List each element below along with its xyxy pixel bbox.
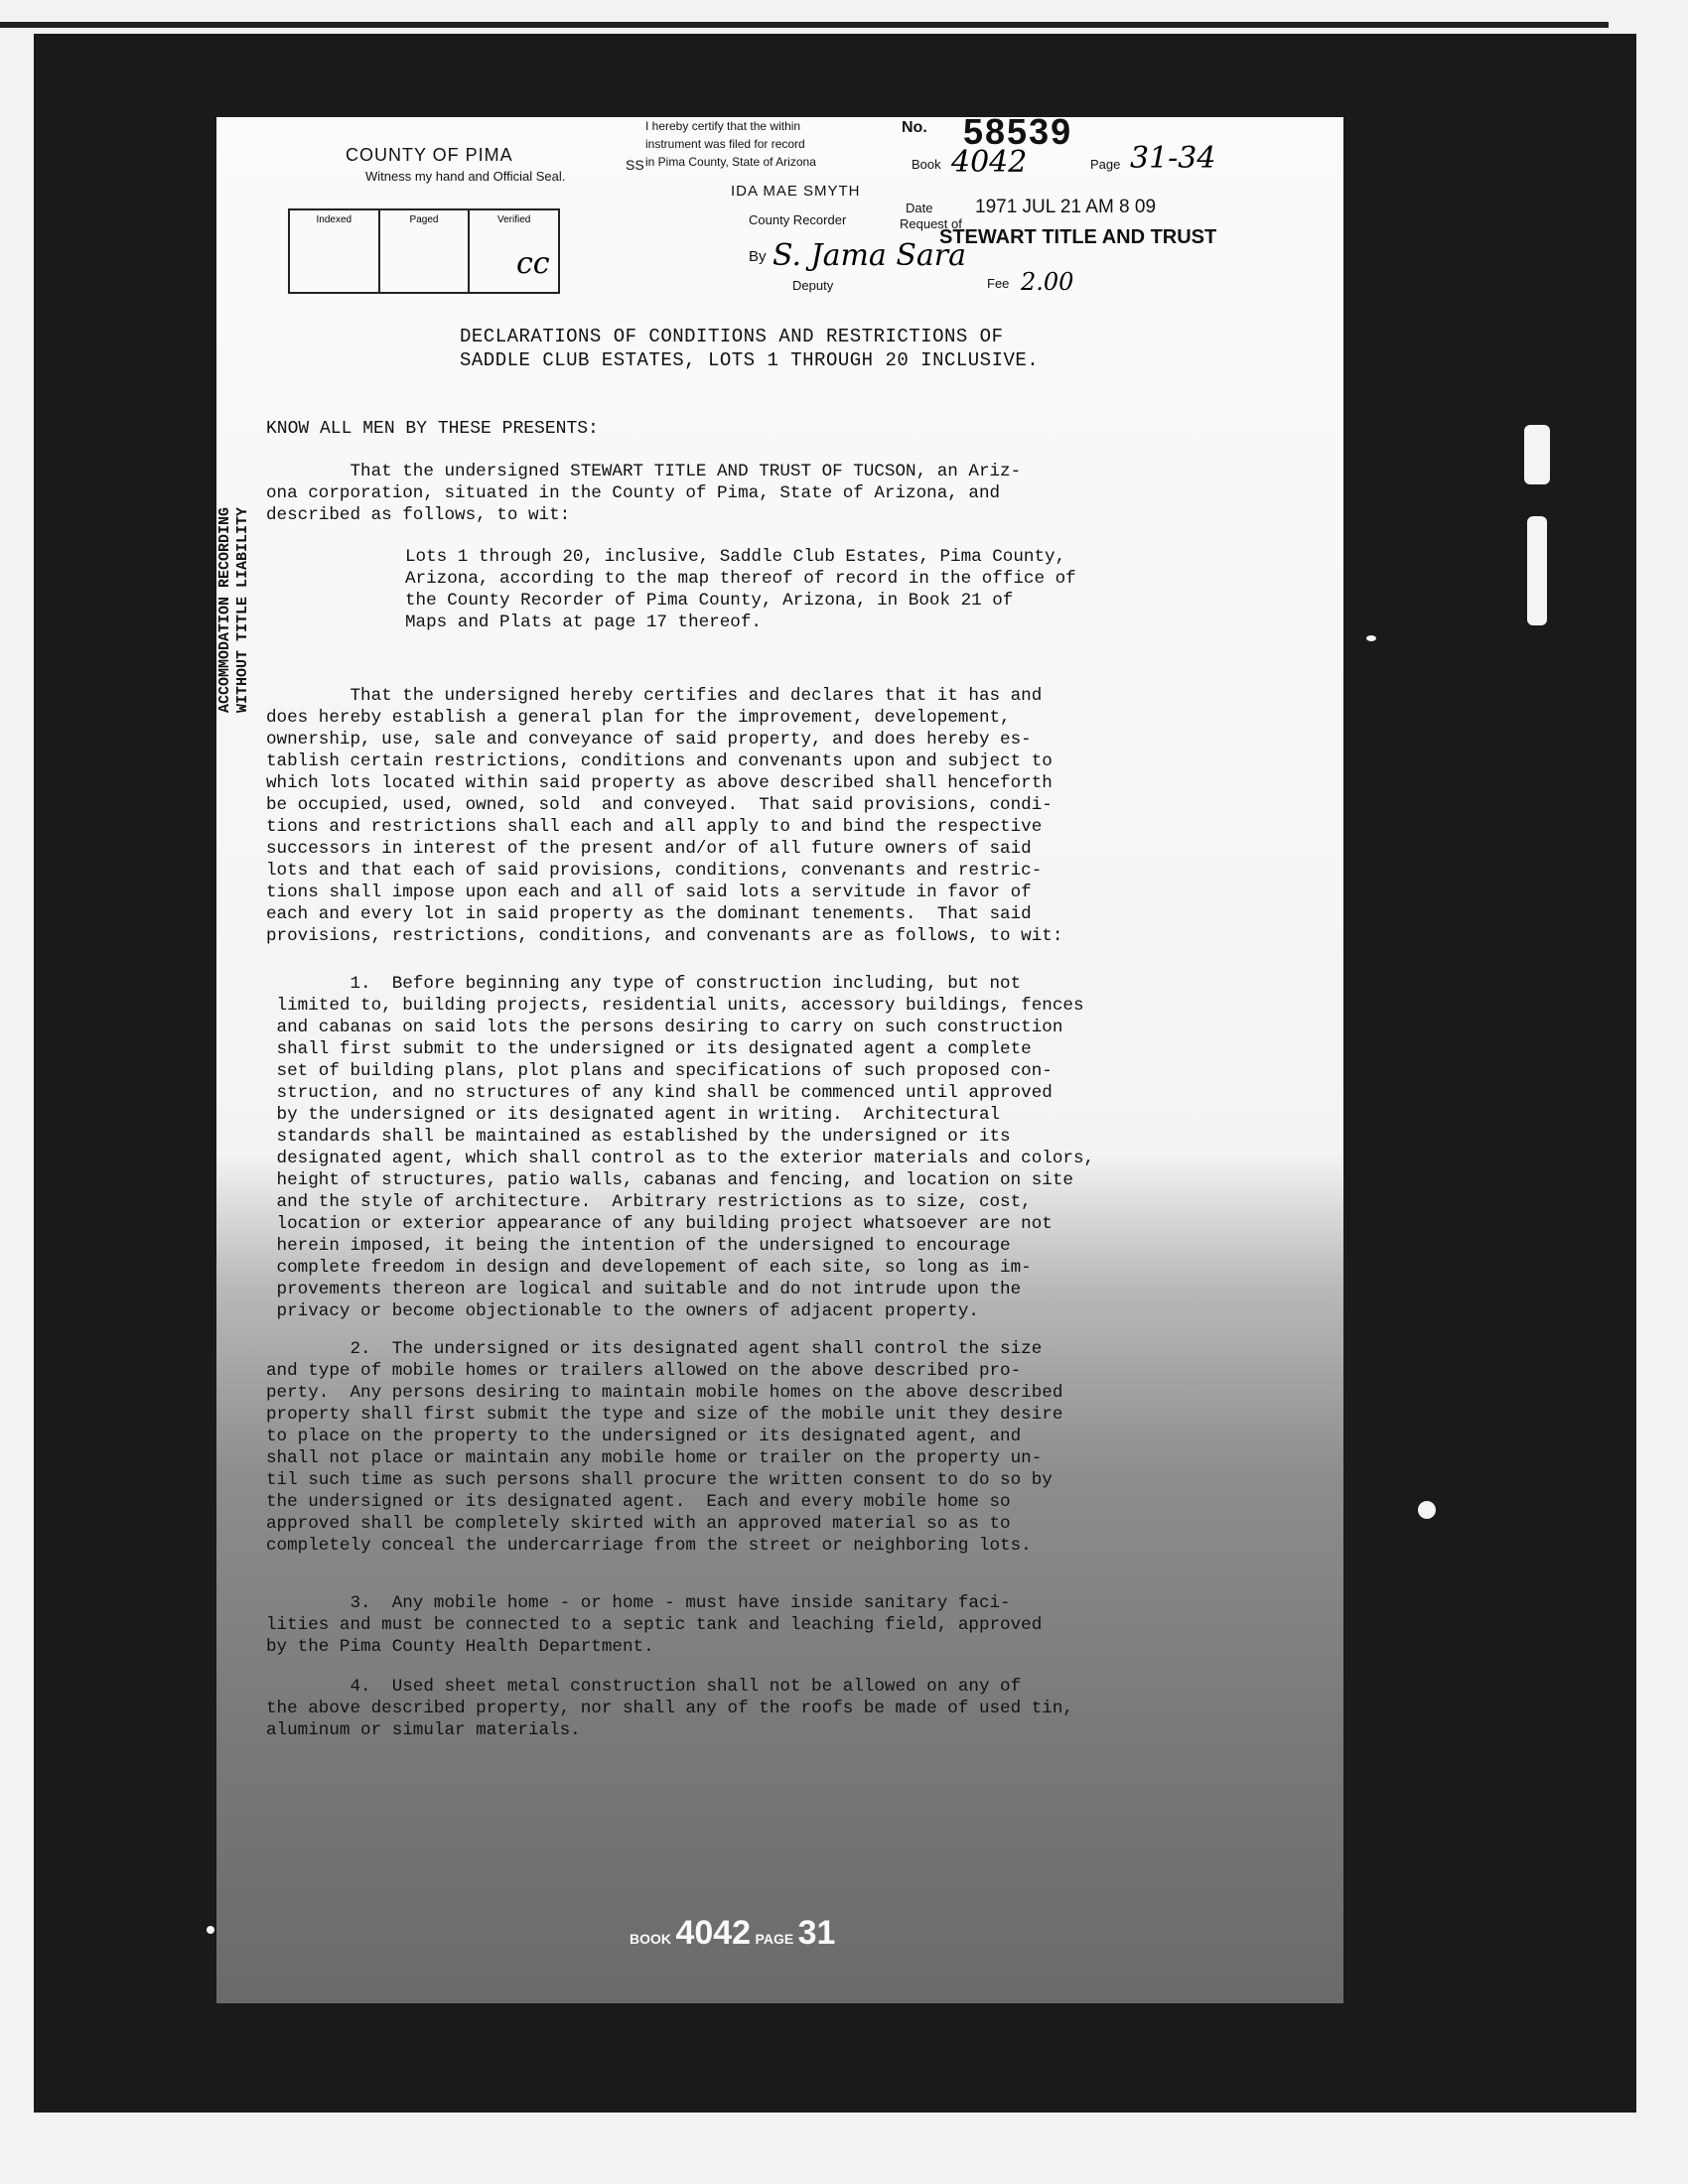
recorder-title: County Recorder (749, 212, 847, 227)
witness-line: Witness my hand and Official Seal. (365, 169, 566, 184)
text-line: complete freedom in design and developement of each site, so long as im- (266, 1258, 1032, 1278)
text-line: 2. The undersigned or its designated agent shall control the size (266, 1339, 1043, 1359)
text-line: each and every lot in said property as the dominant tenements. That said (266, 904, 1032, 924)
salutation: KNOW ALL MEN BY THESE PRESENTS: (266, 419, 599, 439)
page-label: Page (1090, 157, 1121, 172)
scan-artifact (1527, 516, 1547, 625)
text-line: by the undersigned or its designated agent in writing. Architectural (266, 1105, 1001, 1125)
text-line: 4. Used sheet metal construction shall not be allowed on any of (266, 1677, 1022, 1697)
text-line: location or exterior appearance of any building project whatsoever are not (266, 1214, 1053, 1234)
legal-description (405, 546, 1076, 633)
text-line: til such time as such persons shall procure the written consent to do so by (266, 1470, 1053, 1490)
doc-number: 58539 (963, 117, 1073, 152)
book-number: 4042 (951, 145, 1028, 180)
restriction-item-1 (266, 973, 1094, 1322)
doc-number-label: No. (902, 119, 927, 136)
text-line: approved shall be completely skirted with an approved material so as to (266, 1514, 1011, 1534)
text-line: herein imposed, it being the intention of the undersigned to encourage (266, 1236, 1011, 1256)
request-label: Request of (900, 216, 962, 231)
fee-amount: 2.00 (1021, 268, 1074, 296)
general-plan-paragraph (266, 685, 1062, 947)
text-line: tablish certain restrictions, conditions and convenants upon and subject to (266, 751, 1053, 771)
text-line: the above described property, nor shall any of the roofs be made of used tin, (266, 1699, 1073, 1718)
text-line: aluminum or simular materials. (266, 1720, 581, 1740)
text-line: That the undersigned hereby certifies and declares that it has and (266, 686, 1043, 706)
text-line: perty. Any persons desiring to maintain mobile homes on the above described (266, 1383, 1063, 1403)
county-label: COUNTY OF PIMA (346, 145, 513, 165)
text-line: the undersigned or its designated agent. Each and every mobile home so (266, 1492, 1011, 1512)
text-line: set of building plans, plot plans and specifications of such proposed con- (266, 1061, 1053, 1081)
certify-line: I hereby certify that the within (645, 119, 801, 133)
book-page-footer-stamp (630, 1914, 835, 1953)
text-line: tions shall impose upon each and all of said lots a servitude in favor of (266, 883, 1032, 902)
ss-label: SS (626, 157, 644, 173)
text-line: which lots located within said property as above described shall henceforth (266, 773, 1053, 793)
text-line: lities and must be connected to a septic tank and leaching field, approved (266, 1615, 1043, 1635)
text-line: completely conceal the undercarriage from the street or neighboring lots. (266, 1536, 1032, 1556)
text-line: 3. Any mobile home - or home - must have inside sanitary faci- (266, 1593, 1011, 1613)
accommodation-recording-stamp (216, 507, 252, 713)
text-line: lots and that each of said provisions, conditions, convenants and restric- (266, 861, 1043, 881)
state-line: in Pima County, State of Arizona (645, 155, 816, 169)
text-line: That the undersigned STEWART TITLE AND TRUST OF TUCSON, an Ariz- (266, 462, 1022, 481)
index-cell-paged: Paged (380, 210, 471, 292)
text-line: described as follows, to wit: (266, 505, 571, 525)
date-label: Date (906, 201, 933, 215)
text-line: provements thereon are logical and suitable and do not intrude upon the (266, 1280, 1022, 1299)
clerk-initials: cc (516, 246, 550, 281)
text-line: shall not place or maintain any mobile home or trailer on the property un- (266, 1448, 1043, 1468)
restriction-item-4 (266, 1676, 1073, 1741)
text-line: tions and restrictions shall each and all apply to and bind the respective (266, 817, 1043, 837)
restriction-item-2 (266, 1338, 1062, 1557)
text-line: property shall first submit the type and size of the mobile unit they desire (266, 1405, 1063, 1425)
text-line: and cabanas on said lots the persons desiring to carry on such construction (266, 1018, 1063, 1037)
footer-book-label: BOOK (630, 1931, 671, 1947)
text-line: ownership, use, sale and conveyance of said property, and does hereby es- (266, 730, 1032, 750)
text-line: Arizona, according to the map thereof of record in the office of (405, 569, 1076, 589)
deputy-signature: S. Jama Sara (773, 238, 966, 273)
text-line: to place on the property to the undersigned or its designated agent, and (266, 1427, 1022, 1446)
text-line: Maps and Plats at page 17 thereof. (405, 613, 762, 632)
restriction-item-3 (266, 1592, 1042, 1658)
text-line: struction, and no structures of any kind shall be commenced until approved (266, 1083, 1053, 1103)
text-line: provisions, restrictions, conditions, and convenants are as follows, to wit: (266, 926, 1063, 946)
text-line: successors in interest of the present and/or of all future owners of said (266, 839, 1032, 859)
scan-artifact (207, 1926, 214, 1934)
text-line: 1. Before beginning any type of construction including, but not (266, 974, 1022, 994)
page-range: 31-34 (1130, 141, 1216, 176)
requester-name: STEWART TITLE AND TRUST (939, 226, 1217, 248)
scan-artifact (1524, 425, 1550, 484)
margin-stamp-line: WITHOUT TITLE LIABILITY (234, 506, 251, 713)
text-line: does hereby establish a general plan for the improvement, developement, (266, 708, 1011, 728)
footer-book-number: 4042 (675, 1914, 752, 1952)
margin-stamp-line: ACCOMMODATION RECORDING (216, 506, 233, 713)
recording-date: 1971 JUL 21 AM 8 09 (975, 197, 1157, 217)
text-line: ona corporation, situated in the County of Pima, State of Arizona, and (266, 483, 1001, 503)
footer-page-number: 31 (797, 1914, 836, 1952)
text-line: the County Recorder of Pima County, Arizona, in Book 21 of (405, 591, 1014, 611)
book-label: Book (912, 157, 941, 172)
text-line: and type of mobile homes or trailers allowed on the above described pro- (266, 1361, 1022, 1381)
document-page (216, 117, 1343, 2003)
index-cell-indexed: Indexed (290, 210, 380, 292)
document-title-line: DECLARATIONS OF CONDITIONS AND RESTRICTIONS OF (460, 326, 1004, 347)
text-line: limited to, building projects, residential units, accessory buildings, fences (266, 996, 1084, 1016)
deputy-label: Deputy (792, 278, 834, 293)
scan-artifact (1366, 635, 1376, 641)
text-line: shall first submit to the undersigned or its designated agent a complete (266, 1039, 1032, 1059)
text-line: privacy or become objectionable to the owners of adjacent property. (266, 1301, 979, 1321)
text-line: and the style of architecture. Arbitrary restrictions as to size, cost, (266, 1192, 1032, 1212)
scan-artifact (1418, 1501, 1436, 1519)
filed-line: instrument was filed for record (645, 137, 805, 151)
text-line: designated agent, which shall control as to the exterior materials and colors, (266, 1149, 1095, 1168)
footer-page-label: PAGE (755, 1931, 794, 1947)
text-line: standards shall be maintained as established by the undersigned or its (266, 1127, 1011, 1147)
text-line: by the Pima County Health Department. (266, 1637, 654, 1657)
by-label: By (749, 248, 767, 265)
fee-label: Fee (987, 276, 1010, 291)
text-line: be occupied, used, owned, sold and conveyed. That said provisions, condi- (266, 795, 1053, 815)
text-line: height of structures, patio walls, cabanas and fencing, and location on site (266, 1170, 1073, 1190)
intro-paragraph (266, 461, 1021, 526)
text-line: Lots 1 through 20, inclusive, Saddle Club Estates, Pima County, (405, 547, 1066, 567)
index-cell-verified: Verified (497, 214, 531, 225)
scan-top-edge (0, 22, 1609, 28)
recorder-name: IDA MAE SMYTH (731, 183, 861, 200)
document-title-line: SADDLE CLUB ESTATES, LOTS 1 THROUGH 20 INCLUSIVE. (460, 349, 1040, 371)
